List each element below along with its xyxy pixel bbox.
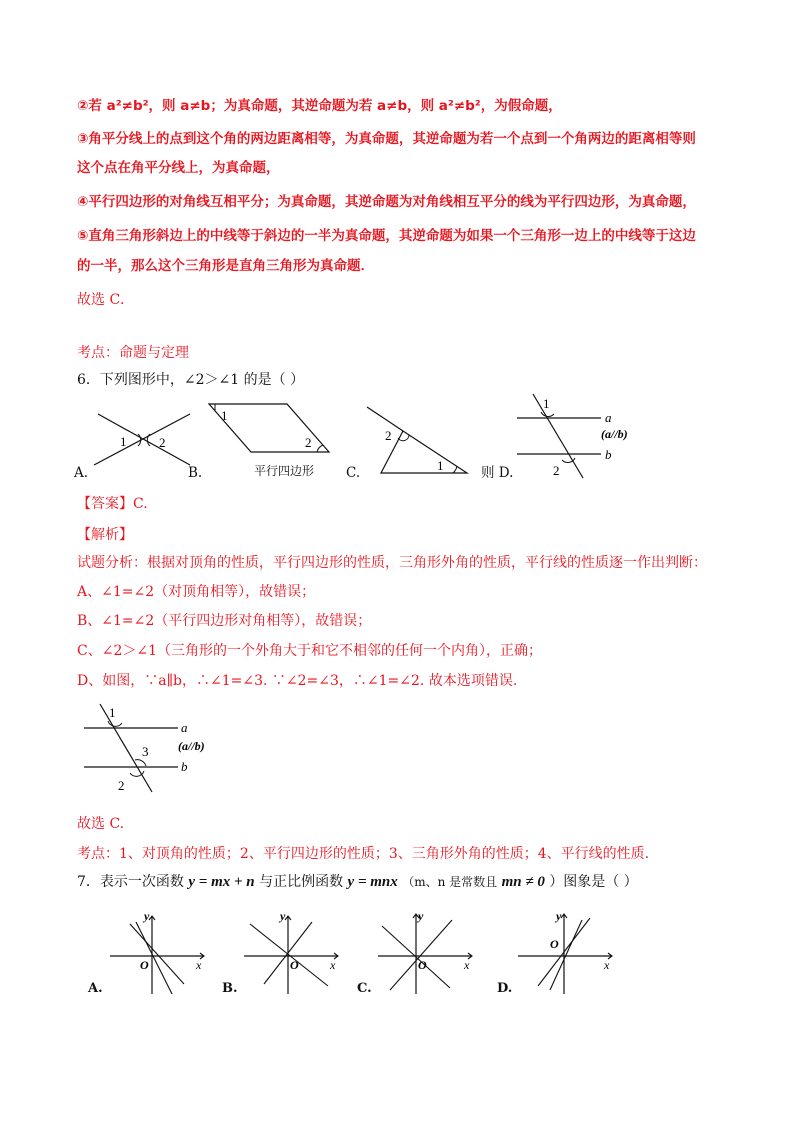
q7-eq-proportional: y = mnx <box>347 874 398 890</box>
q6-figure-c <box>365 405 470 480</box>
q6-reason-a: A、∠1=∠2（对顶角相等），故错误； <box>77 584 316 600</box>
q7-stem-mid: 与正比例函数 <box>259 874 344 890</box>
q7-c-y-label: y <box>418 909 424 923</box>
q7-d-y-label: y <box>556 909 562 923</box>
q6-option-d: 则 D. <box>481 465 514 481</box>
prev-item-3-line2: 这个点在角平分线上，为真命题， <box>77 160 280 176</box>
q7-b-x-label: x <box>330 958 336 972</box>
q6-sol-line-a: a <box>181 720 188 735</box>
q6-fig-d-line-b: b <box>605 447 612 462</box>
q7-c-x-label: x <box>464 958 470 972</box>
q6-sol-line-b: b <box>181 759 188 774</box>
q7-stem <box>77 875 638 890</box>
q6-analysis-intro: 试题分析：根据对顶角的性质，平行四边形的性质，三角形外角的性质，平行线的性质逐一作出判断： <box>77 555 707 571</box>
q7-d-origin: O <box>550 937 559 951</box>
q6-fig-a-label-2: 2 <box>159 435 166 450</box>
q6-option-c: C. <box>346 465 361 481</box>
q7-a-origin: O <box>140 958 149 972</box>
q7-graph-a <box>108 908 208 996</box>
q7-a-x-label: x <box>196 958 202 972</box>
q6-kaodian: 考点：1、对顶角的性质；2、平行四边形的性质；3、三角形外角的性质；4、平行线的性质. <box>77 846 650 862</box>
q7-option-d: D. <box>497 981 513 996</box>
q6-fig-a-label-1: 1 <box>120 434 127 449</box>
q7-b-y-label: y <box>280 909 286 923</box>
q6-sol-parallel-note: (a//b) <box>178 739 205 753</box>
q6-answer: 【答案】C. <box>77 496 148 512</box>
q7-option-b: B. <box>222 981 238 996</box>
q7-d-x-label: x <box>604 958 610 972</box>
prev-choice: 故选 C． <box>77 292 135 308</box>
q6-solution-figure <box>80 700 230 795</box>
q6-fig-c-label-1: 1 <box>437 458 444 473</box>
q6-option-b: B. <box>188 465 203 481</box>
q7-cond-pre: （m、n 是常数且 <box>402 875 498 889</box>
prev-item-4: ④平行四边形的对角线互相平分；为真命题，其逆命题为对角线相互平分的线为平行四边形，为真命题， <box>77 194 696 210</box>
prev-item-5-line2: 的一半，那么这个三角形是直角三角形为真命题． <box>77 258 374 274</box>
q6-fig-b-label-2: 2 <box>305 435 312 450</box>
q6-fig-c-label-2: 2 <box>385 428 392 443</box>
q7-stem-post: ）图象是（ ） <box>549 874 638 890</box>
q6-fig-b-label-1: 1 <box>221 408 228 423</box>
q6-sol-label-1: 1 <box>109 705 116 720</box>
q7-graph-b <box>242 908 342 996</box>
q6-fig-d-label-2: 2 <box>553 463 560 478</box>
prev-item-5-line1: ⑤直角三角形斜边上的中线等于斜边的一半为真命题，其逆命题为如果一个三角形一边上的中线等于这边 <box>77 228 696 244</box>
q6-reason-d: D、如图，∵a∥b，∴∠1=∠3. ∵∠2=∠3，∴∠1=∠2. 故本选项错误. <box>77 673 518 689</box>
q6-figure-b <box>205 400 335 460</box>
q7-stem-pre: 7．表示一次函数 <box>77 874 184 890</box>
q7-b-origin: O <box>290 958 299 972</box>
q6-reason-b: B、∠1=∠2（平行四边形对角相等），故错误； <box>77 613 372 629</box>
q6-fig-b-caption: 平行四边形 <box>254 464 315 478</box>
q6-reason-c: C、∠2＞∠1（三角形的一个外角大于和它不相邻的任何一个内角），正确； <box>77 643 542 659</box>
q7-a-y-label: y <box>144 909 150 923</box>
q7-graph-c <box>376 906 476 996</box>
q7-cond-eq: mn ≠ 0 <box>501 874 545 890</box>
q6-figure-d <box>513 392 653 482</box>
q7-c-origin: O <box>418 958 427 972</box>
q7-option-c: C. <box>357 981 372 996</box>
q7-graph-d <box>516 906 616 996</box>
q6-sol-label-2: 2 <box>118 778 125 793</box>
q6-jiexi-header: 【解析】 <box>77 527 133 543</box>
q7-eq-linear: y = mx + n <box>188 874 255 890</box>
q6-fig-d-line-a: a <box>605 410 612 425</box>
q6-stem: 6．下列图形中，∠2＞∠1 的是（ ） <box>77 372 305 388</box>
q6-fig-d-parallel-note: (a//b) <box>601 427 628 441</box>
prev-item-3-line1: ③角平分线上的点到这个角的两边距离相等，为真命题，其逆命题为若一个点到一个角两边的距离相等则 <box>77 131 696 147</box>
q7-option-a: A. <box>88 981 103 996</box>
q6-figure-a <box>92 410 192 470</box>
q6-option-a: A. <box>74 465 89 481</box>
q6-choice: 故选 C. <box>77 816 125 832</box>
prev-item-2: ②若 a²≠b²，则 a≠b；为真命题，其逆命题为若 a≠b，则 a²≠b²，为假命题， <box>77 98 562 114</box>
q6-sol-label-3: 3 <box>142 744 149 759</box>
prev-kaodian: 考点：命题与定理 <box>77 345 189 361</box>
q6-fig-d-label-1: 1 <box>543 396 550 411</box>
